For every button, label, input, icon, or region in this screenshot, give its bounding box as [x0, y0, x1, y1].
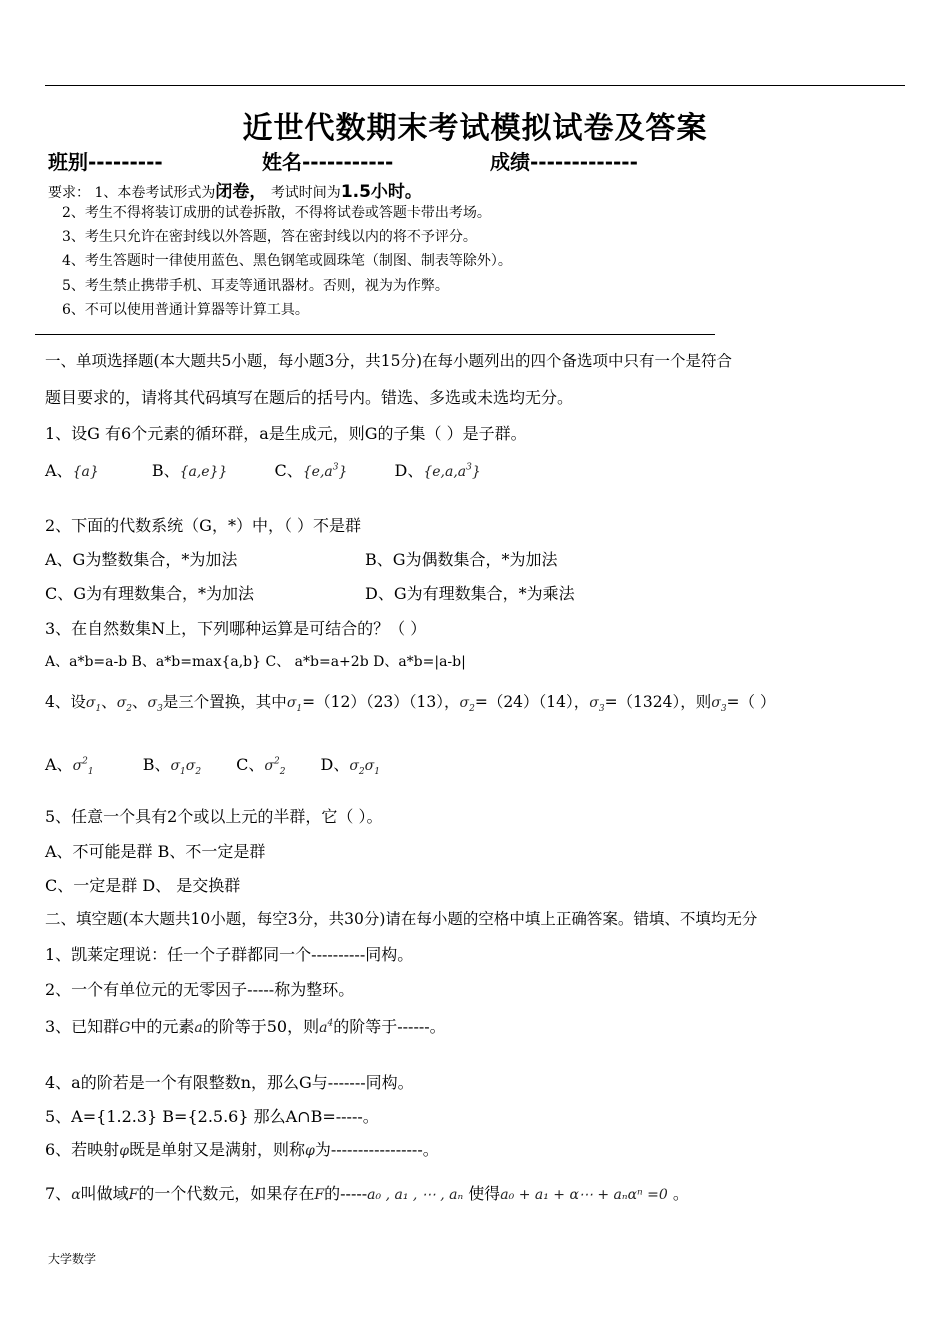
class-field: 班别--------- [48, 150, 163, 174]
score-field: 成绩------------- [490, 150, 638, 174]
requirement-6: 6、不可以使用普通计算器等计算工具。 [62, 302, 309, 318]
s1-q2-option-b: B、G为偶数集合，*为加法 [365, 550, 558, 569]
section1-heading-line1: 一、单项选择题(本大题共5小题，每小题3分，共15分)在每小题列出的四个备选项中只有一个是符合 [45, 352, 733, 370]
s1-q3-options: A、a*b=a-b B、a*b=max{a,b} C、 a*b=a+2b D、a*b=|a-b| [45, 654, 466, 670]
requirement-2: 2、考生不得将装订成册的试卷拆散，不得将试卷或答题卡带出考场。 [62, 205, 491, 221]
s1-q2-option-a: A、G为整数集合，*为加法 [45, 550, 238, 569]
s1-q1-options: A、{a} B、{a,e}} C、$\{e,a^3\}$ D、$\{e,a,a^3\}$ [45, 461, 481, 480]
s2-question-5: 5、A={1.2.3} B={2.5.6} 那么A∩B=-----。 [45, 1107, 379, 1126]
page-footer: 大学数学 [48, 1252, 97, 1266]
s2-question-1: 1、凯莱定理说：任一个子群都同一个----------同构。 [45, 945, 414, 964]
requirement-1: 要求： 1、本卷考试形式为闭卷， 考试时间为1.5小时。 [48, 182, 422, 202]
s2-question-3: 3、已知群G中的元素a的阶等于50，则$a^4$的阶等于------。 [45, 1017, 446, 1036]
top-rule [45, 85, 905, 86]
s1-q2-option-d: D、G为有理数集合，*为乘法 [365, 584, 575, 603]
s1-question-2: 2、下面的代数系统（G，*）中，（ ）不是群 [45, 516, 362, 535]
requirement-5: 5、考生禁止携带手机、耳麦等通讯器材。否则，视为为作弊。 [62, 278, 449, 294]
requirement-3: 3、考生只允许在密封线以外答题，答在密封线以内的将不予评分。 [62, 229, 477, 245]
s2-question-4: 4、a的阶若是一个有限整数n，那么G与-------同构。 [45, 1073, 414, 1092]
s1-q2-option-c: C、G为有理数集合，*为加法 [45, 584, 255, 603]
s2-question-2: 2、一个有单位元的无零因子-----称为整环。 [45, 980, 355, 999]
section1-heading-line2: 题目要求的，请将其代码填写在题后的括号内。错选、多选或未选均无分。 [45, 388, 574, 407]
s2-question-6: 6、若映射φ既是单射又是满射，则称φ为-----------------。 [45, 1140, 439, 1159]
section2-heading: 二、填空题(本大题共10小题，每空3分，共30分)请在每小题的空格中填上正确答案。错填、不填均无分 [45, 910, 758, 928]
page-title: 近世代数期末考试模拟试卷及答案 [242, 111, 708, 146]
s1-question-3: 3、在自然数集N上，下列哪种运算是可结合的？（ ） [45, 619, 427, 638]
s1-question-5: 5、任意一个具有2个或以上元的半群，它（ ）。 [45, 807, 383, 826]
s1-question-4: 4、设$\sigma_1$、$\sigma_2$、$\sigma_3$是三个置换，其中$\sigma_1=(12)(23)(13)$，$\sigma_2=(24)(14)$，$\sigma_3=(1324)$，则$\sigma_3=$（ ） [45, 693, 776, 715]
s1-q4-options: A、$\sigma^2_1$ B、$\sigma_1\sigma_2$ C、$\sigma^2_2$ D、$\sigma_2\sigma_1$ [45, 755, 380, 778]
requirement-4: 4、考生答题时一律使用蓝色、黑色钢笔或圆珠笔（制图、制表等除外）。 [62, 253, 512, 269]
s1-q5-options-ab: A、不可能是群 B、不一定是群 [45, 842, 266, 861]
name-field: 姓名----------- [262, 150, 394, 174]
s1-q5-options-cd: C、一定是群 D、 是交换群 [45, 876, 241, 895]
s1-question-1: 1、设G 有6个元素的循环群，a是生成元，则G的子集（ ）是子群。 [45, 424, 527, 443]
seal-line [35, 334, 715, 335]
s2-question-7: 7、α叫做域F的一个代数元，如果存在F的-----a₀ , a₁ , ⋯ , aₙ 使得a₀ + a₁ + α⋯ + aₙαⁿ =0 。 [45, 1184, 689, 1203]
